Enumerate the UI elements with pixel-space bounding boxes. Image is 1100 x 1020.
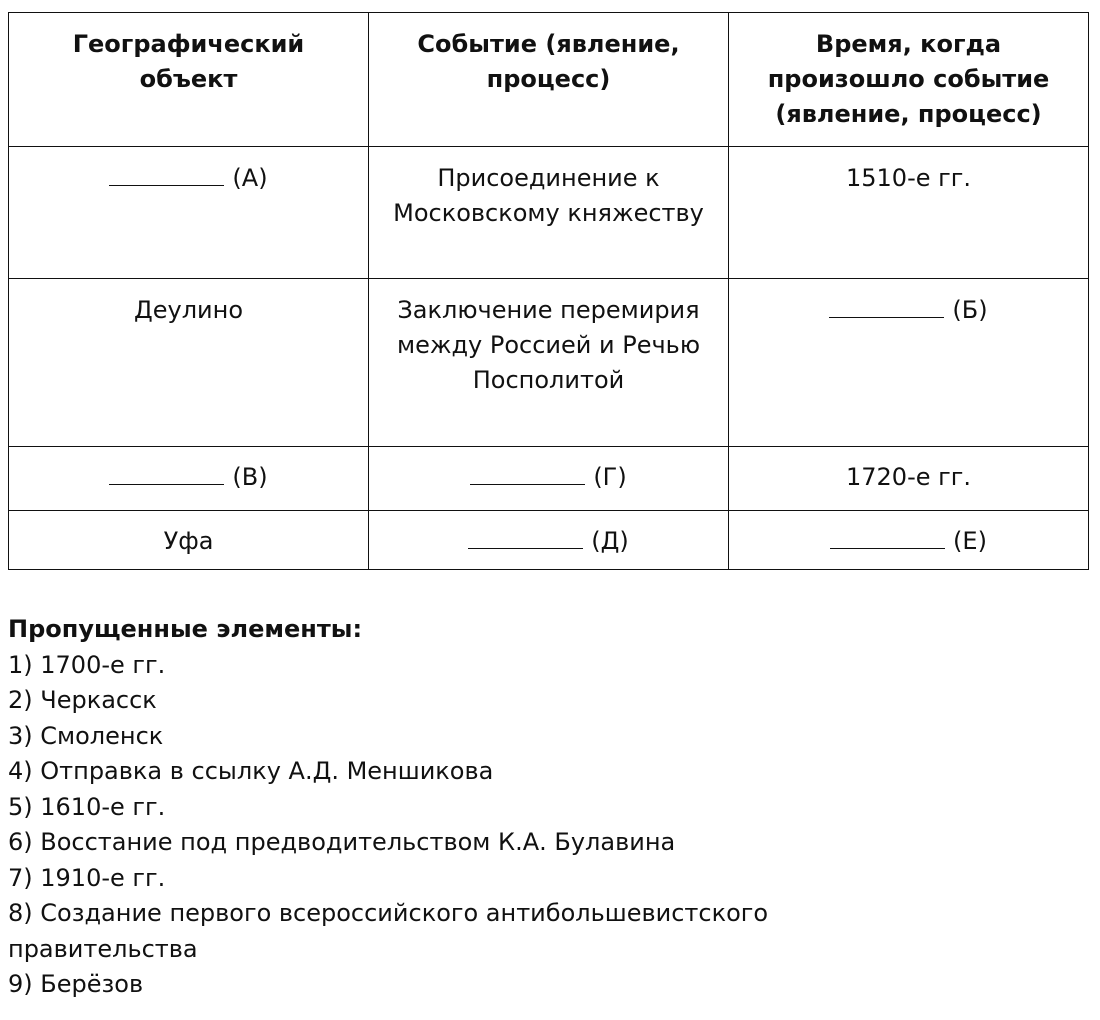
blank-label: (Б) — [952, 296, 988, 324]
table-header-row — [9, 13, 1089, 147]
missing-elements-list — [8, 612, 928, 1003]
list-item: 2) Черкасск — [8, 686, 157, 714]
cell-text: Деулино — [133, 296, 244, 324]
answer-blank[interactable] — [109, 161, 224, 186]
table-cell — [369, 447, 729, 511]
cell-text: 1720-е гг. — [846, 463, 971, 491]
table-cell — [369, 279, 729, 447]
list-title: Пропущенные элементы: — [8, 615, 363, 643]
header-cell: Время, когда произошло событие (явление, процесс) — [729, 13, 1089, 147]
blank-label: (А) — [232, 164, 268, 192]
cell-text: Заключение перемирия между Россией и Речью Посполитой — [396, 296, 701, 394]
list-item: 9) Берёзов — [8, 970, 144, 998]
cell-text: Уфа — [163, 527, 214, 555]
table-cell — [729, 147, 1089, 279]
table-cell — [729, 511, 1089, 570]
list-item: 1) 1700-е гг. — [8, 650, 166, 679]
table-row — [9, 147, 1089, 279]
table-cell — [9, 511, 369, 570]
table-cell — [9, 279, 369, 447]
list-item: 4) Отправка в ссылку А.Д. Меншикова — [8, 757, 494, 785]
table-row — [9, 447, 1089, 511]
blank-label: (В) — [232, 463, 268, 491]
table-cell — [369, 147, 729, 279]
list-item: 6) Восстание под предводительством К.А. Булавина — [8, 828, 676, 856]
matching-table — [8, 12, 1089, 570]
table-cell — [729, 447, 1089, 511]
list-item: 3) Смоленск — [8, 721, 164, 750]
list-item: 7) 1910-е гг. — [8, 863, 166, 892]
header-cell: Событие (явление, процесс) — [369, 13, 729, 147]
cell-text: 1510-е гг. — [846, 164, 971, 192]
table-cell — [9, 147, 369, 279]
blank-label: (Е) — [953, 527, 987, 555]
answer-blank[interactable] — [470, 460, 585, 485]
answer-blank[interactable] — [829, 293, 944, 318]
answer-blank[interactable] — [830, 524, 945, 549]
blank-label: (Г) — [593, 463, 627, 491]
table-row — [9, 279, 1089, 447]
list-item: 5) 1610-е гг. — [8, 792, 166, 821]
cell-text: Присоединение к Московскому княжеству — [393, 164, 704, 227]
table-cell — [369, 511, 729, 570]
header-cell: Географический объект — [9, 13, 369, 147]
table-cell — [9, 447, 369, 511]
answer-blank[interactable] — [468, 524, 583, 549]
blank-label: (Д) — [591, 527, 629, 555]
answer-blank[interactable] — [109, 460, 224, 485]
table-row — [9, 511, 1089, 570]
list-item: 8) Создание первого всероссийского антибольшевистского правительства — [8, 899, 769, 963]
table-cell — [729, 279, 1089, 447]
